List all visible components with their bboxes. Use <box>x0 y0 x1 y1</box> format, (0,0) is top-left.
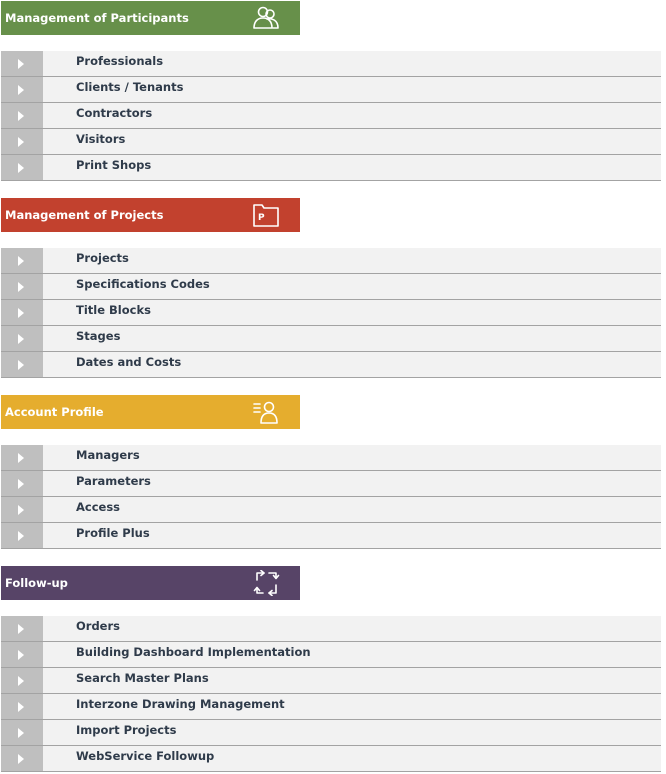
expand-arrow-icon[interactable] <box>1 720 43 745</box>
menu-item-parameters[interactable] <box>1 471 661 497</box>
menu-item-label: Access <box>76 500 121 514</box>
section-title: Account Profile <box>5 405 104 419</box>
expand-arrow-icon[interactable] <box>1 77 43 102</box>
expand-arrow-icon[interactable] <box>1 274 43 299</box>
expand-arrow-icon[interactable] <box>1 103 43 128</box>
section-title: Management of Projects <box>5 208 164 222</box>
menu-item-label: Professionals <box>76 54 164 68</box>
section-header-follow-up[interactable] <box>1 566 300 600</box>
expand-arrow-icon[interactable] <box>1 326 43 351</box>
expand-arrow-icon[interactable] <box>1 616 43 641</box>
account-profile-icon <box>252 399 280 425</box>
expand-arrow-icon[interactable] <box>1 155 43 180</box>
menu-item-label: Orders <box>76 619 120 633</box>
menu-item-label: Projects <box>76 251 129 265</box>
expand-arrow-icon[interactable] <box>1 523 43 548</box>
expand-arrow-icon[interactable] <box>1 352 43 377</box>
menu-item-building-dashboard-implementation[interactable] <box>1 642 661 668</box>
menu-item-orders[interactable] <box>1 616 661 642</box>
menu-item-label: WebService Followup <box>76 749 215 763</box>
expand-arrow-icon[interactable] <box>1 642 43 667</box>
expand-arrow-icon[interactable] <box>1 471 43 496</box>
menu-item-print-shops[interactable] <box>1 155 661 181</box>
section-account-profile <box>1 395 300 540</box>
section-items-account-profile <box>1 445 661 549</box>
menu-item-dates-and-costs[interactable] <box>1 352 661 378</box>
menu-item-visitors[interactable] <box>1 129 661 155</box>
expand-arrow-icon[interactable] <box>1 51 43 76</box>
section-projects <box>1 198 300 369</box>
menu-item-label: Print Shops <box>76 158 152 172</box>
menu-item-search-master-plans[interactable] <box>1 668 661 694</box>
menu-item-label: Specifications Codes <box>76 277 210 291</box>
menu-item-managers[interactable] <box>1 445 661 471</box>
menu-item-projects[interactable] <box>1 248 661 274</box>
expand-arrow-icon[interactable] <box>1 497 43 522</box>
expand-arrow-icon[interactable] <box>1 694 43 719</box>
menu-item-label: Interzone Drawing Management <box>76 697 285 711</box>
section-items-projects <box>1 248 661 378</box>
expand-arrow-icon[interactable] <box>1 300 43 325</box>
section-header-participants[interactable] <box>1 1 300 35</box>
menu-item-label: Managers <box>76 448 140 462</box>
menu-item-import-projects[interactable] <box>1 720 661 746</box>
menu-item-label: Parameters <box>76 474 151 488</box>
menu-item-label: Dates and Costs <box>76 355 182 369</box>
expand-arrow-icon[interactable] <box>1 129 43 154</box>
section-follow-up <box>1 566 311 763</box>
menu-item-specifications-codes[interactable] <box>1 274 661 300</box>
menu-item-access[interactable] <box>1 497 661 523</box>
section-header-projects[interactable] <box>1 198 300 232</box>
menu-item-profile-plus[interactable] <box>1 523 661 549</box>
section-items-follow-up <box>1 616 661 772</box>
section-participants <box>1 1 300 172</box>
menu-item-label: Building Dashboard Implementation <box>76 645 311 659</box>
participants-icon <box>252 5 280 31</box>
project-folder-icon-letter: P <box>258 213 265 223</box>
section-items-participants <box>1 51 661 181</box>
project-folder-icon <box>252 202 280 228</box>
menu-item-interzone-drawing-management[interactable] <box>1 694 661 720</box>
menu-item-label: Title Blocks <box>76 303 151 317</box>
menu-item-professionals[interactable] <box>1 51 661 77</box>
menu-item-webservice-followup[interactable] <box>1 746 661 772</box>
menu-item-clients-tenants[interactable] <box>1 77 661 103</box>
menu-item-title-blocks[interactable] <box>1 300 661 326</box>
follow-up-cycle-icon <box>252 570 280 596</box>
expand-arrow-icon[interactable] <box>1 668 43 693</box>
expand-arrow-icon[interactable] <box>1 248 43 273</box>
menu-item-stages[interactable] <box>1 326 661 352</box>
section-title: Management of Participants <box>5 11 189 25</box>
menu-item-label: Visitors <box>76 132 126 146</box>
menu-item-label: Search Master Plans <box>76 671 209 685</box>
menu-item-label: Clients / Tenants <box>76 80 184 94</box>
section-title: Follow-up <box>5 576 68 590</box>
menu-item-label: Import Projects <box>76 723 177 737</box>
section-header-account-profile[interactable] <box>1 395 300 429</box>
menu-item-label: Stages <box>76 329 121 343</box>
menu-item-contractors[interactable] <box>1 103 661 129</box>
expand-arrow-icon[interactable] <box>1 746 43 771</box>
menu-item-label: Profile Plus <box>76 526 150 540</box>
menu-item-label: Contractors <box>76 106 153 120</box>
expand-arrow-icon[interactable] <box>1 445 43 470</box>
